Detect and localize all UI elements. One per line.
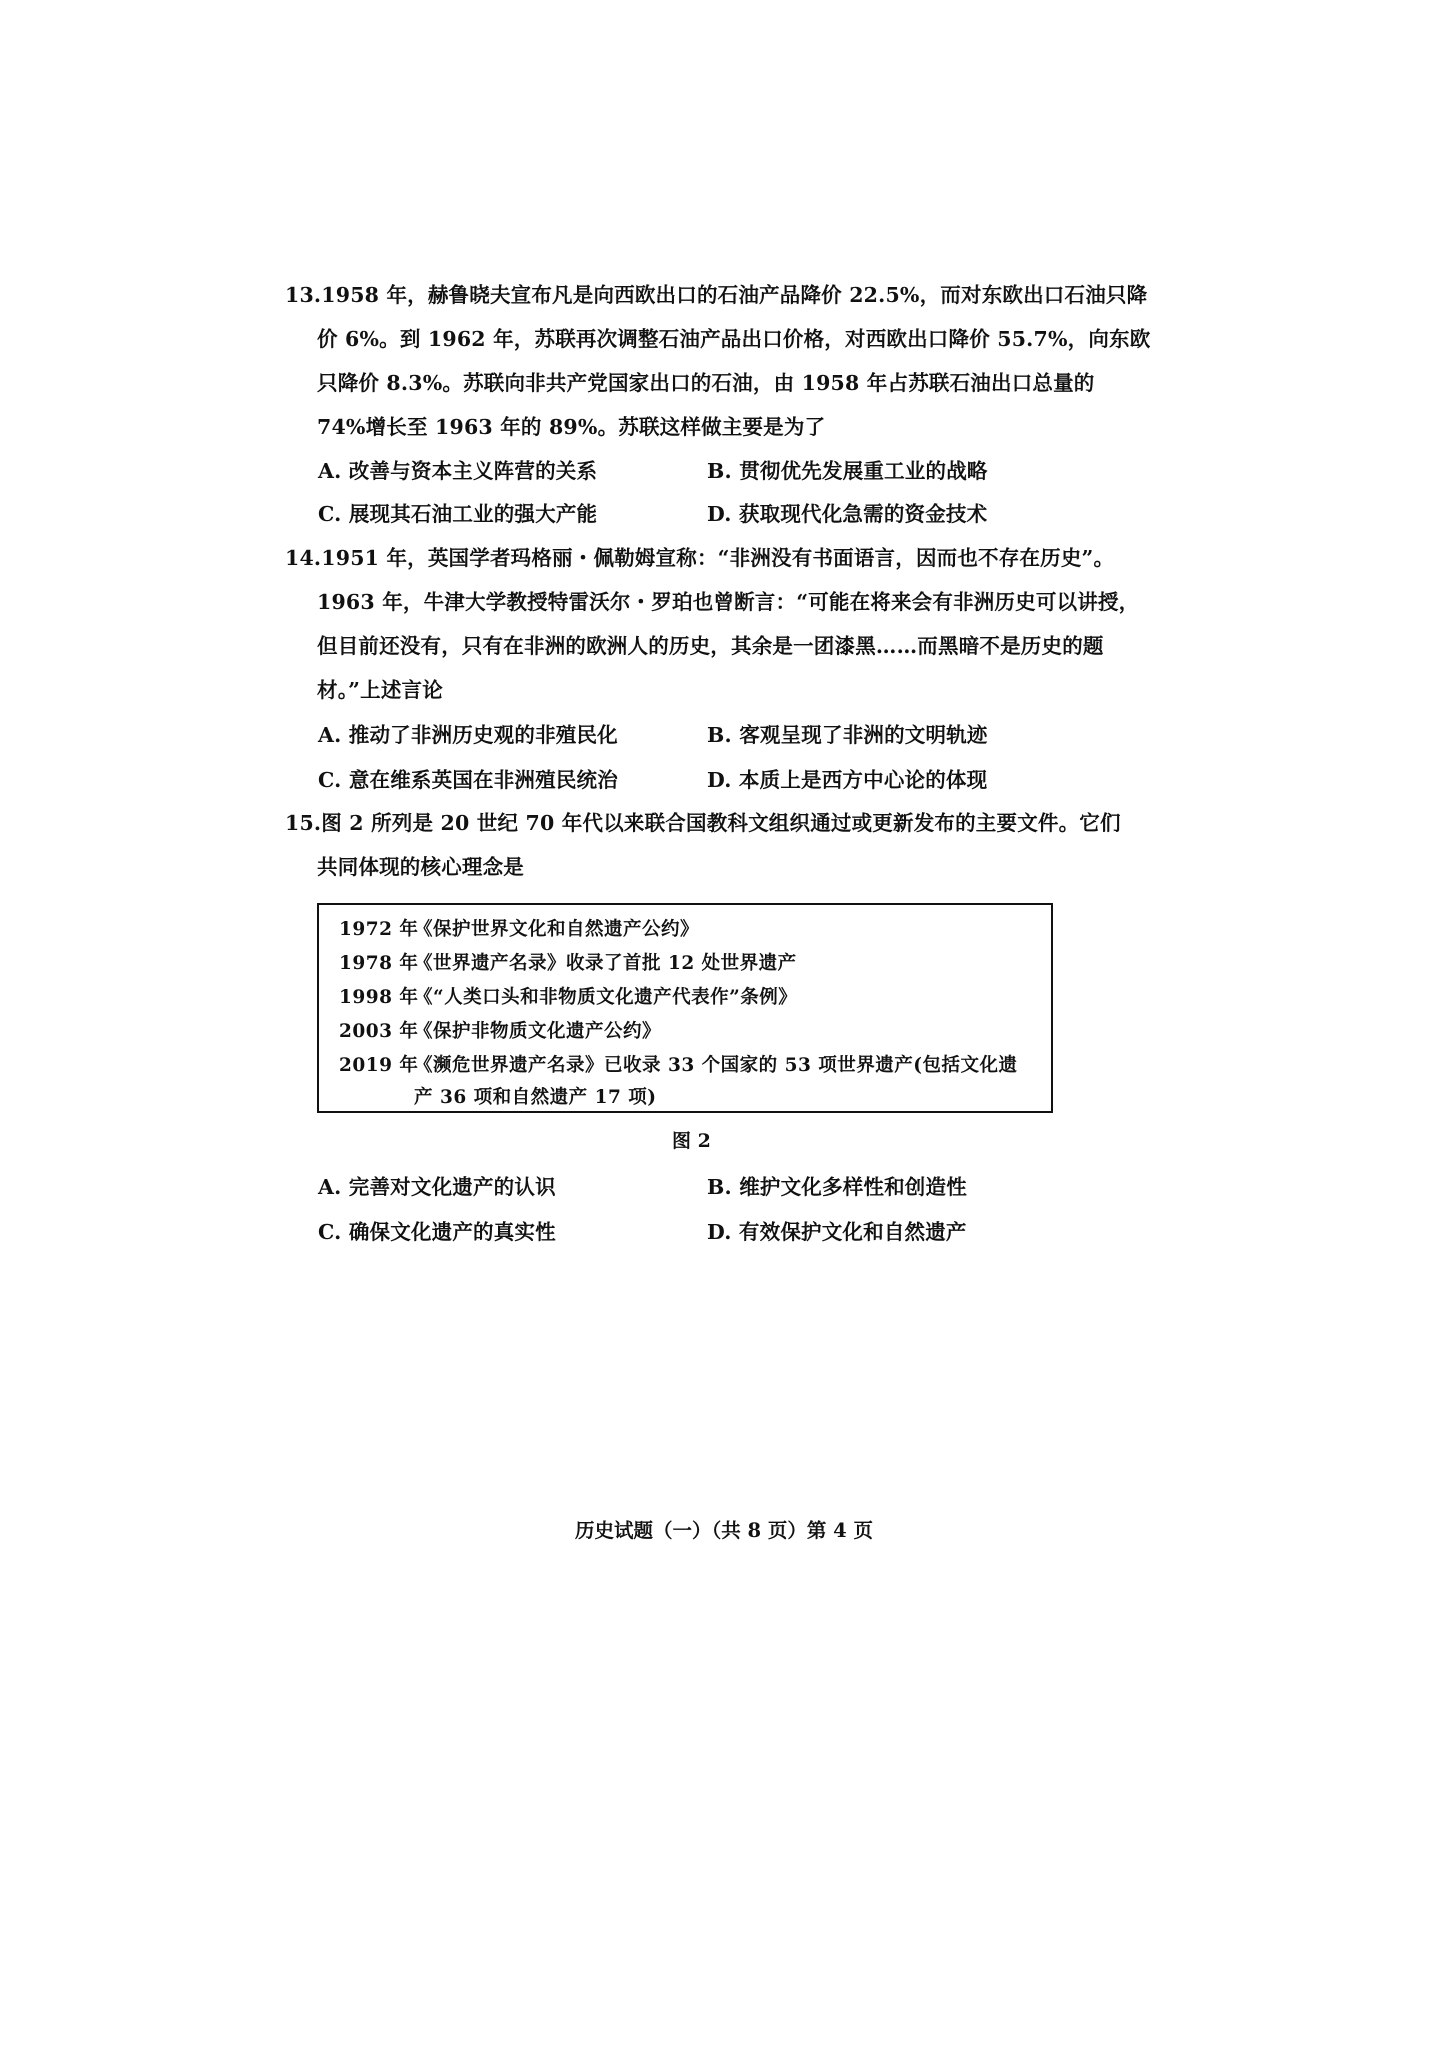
question-15-line: 15.图 2 所列是 20 世纪 70 年代以来联合国教科文组织通过或更新发布的主要文件。它们 bbox=[285, 811, 1121, 835]
question-14-line: 1963 年，牛津大学教授特雷沃尔・罗珀也曾断言：“可能在将来会有非洲历史可以讲授， bbox=[317, 590, 1140, 614]
figure-row-text: 《濒危世界遗产名录》已收录 33 个国家的 53 项世界遗产(包括文化遗 bbox=[414, 1055, 1018, 1076]
question-13-option-c: C. 展现其石油工业的强大产能 bbox=[318, 502, 598, 526]
question-14-option-c: C. 意在维系英国在非洲殖民统治 bbox=[318, 768, 618, 792]
question-14-line: 材。”上述言论 bbox=[317, 678, 443, 702]
figure-row-year: 1998 年 bbox=[339, 987, 419, 1008]
figure-row bbox=[339, 949, 797, 975]
question-13-line: 只降价 8.3%。苏联向非共产党国家出口的石油，由 1958 年占苏联石油出口总量的 bbox=[317, 371, 1095, 395]
figure-row bbox=[339, 1017, 661, 1043]
figure-row bbox=[339, 1051, 1018, 1077]
figure-row bbox=[339, 1083, 657, 1109]
figure-row-text: 《保护世界文化和自然遗产公约》 bbox=[414, 919, 700, 940]
figure-row-year: 1972 年 bbox=[339, 919, 419, 940]
figure-row-text: 《世界遗产名录》收录了首批 12 处世界遗产 bbox=[414, 953, 797, 974]
question-14-line: 14.1951 年，英国学者玛格丽・佩勒姆宣称：“非洲没有书面语言，因而也不存在历史”。 bbox=[285, 546, 1115, 570]
figure-row bbox=[339, 983, 797, 1009]
page-footer: 历史试题（一）（共 8 页）第 4 页 bbox=[574, 1519, 874, 1542]
question-15-option-d: D. 有效保护文化和自然遗产 bbox=[707, 1220, 967, 1244]
question-15-option-a: A. 完善对文化遗产的认识 bbox=[318, 1175, 556, 1199]
figure-row-text: 产 36 项和自然遗产 17 项) bbox=[414, 1087, 657, 1108]
figure-row-year: 2019 年 bbox=[339, 1055, 419, 1076]
question-15-option-b: B. 维护文化多样性和创造性 bbox=[707, 1175, 967, 1199]
question-14-option-a: A. 推动了非洲历史观的非殖民化 bbox=[318, 723, 618, 747]
question-14-line: 但目前还没有，只有在非洲的欧洲人的历史，其余是一团漆黑……而黑暗不是历史的题 bbox=[317, 634, 1104, 658]
question-13-line: 74%增长至 1963 年的 89%。苏联这样做主要是为了 bbox=[317, 415, 826, 439]
figure-row-text: 《保护非物质文化遗产公约》 bbox=[414, 1021, 662, 1042]
figure-row bbox=[339, 915, 699, 941]
figure-2-box bbox=[317, 903, 1053, 1113]
question-13-line: 价 6%。到 1962 年，苏联再次调整石油产品出口价格，对西欧出口降价 55.7%，向东欧 bbox=[317, 327, 1151, 351]
figure-2-caption: 图 2 bbox=[672, 1130, 711, 1152]
question-13-option-d: D. 获取现代化急需的资金技术 bbox=[707, 502, 988, 526]
question-14-option-d: D. 本质上是西方中心论的体现 bbox=[707, 768, 988, 792]
question-15-stem bbox=[285, 801, 1121, 889]
question-14-stem bbox=[285, 536, 1140, 712]
question-13-line: 13.1958 年，赫鲁晓夫宣布凡是向西欧出口的石油产品降价 22.5%，而对东欧出口石油只降 bbox=[285, 283, 1148, 307]
question-13-option-a: A. 改善与资本主义阵营的关系 bbox=[318, 459, 598, 483]
question-13-stem bbox=[285, 273, 1151, 449]
figure-row-text: 《“人类口头和非物质文化遗产代表作”条例》 bbox=[414, 987, 798, 1008]
question-14-option-b: B. 客观呈现了非洲的文明轨迹 bbox=[707, 723, 988, 747]
question-13-option-b: B. 贯彻优先发展重工业的战略 bbox=[707, 459, 988, 483]
question-15-option-c: C. 确保文化遗产的真实性 bbox=[318, 1220, 556, 1244]
figure-row-year: 2003 年 bbox=[339, 1021, 419, 1042]
question-15-line: 共同体现的核心理念是 bbox=[317, 855, 524, 879]
figure-row-year: 1978 年 bbox=[339, 953, 419, 974]
